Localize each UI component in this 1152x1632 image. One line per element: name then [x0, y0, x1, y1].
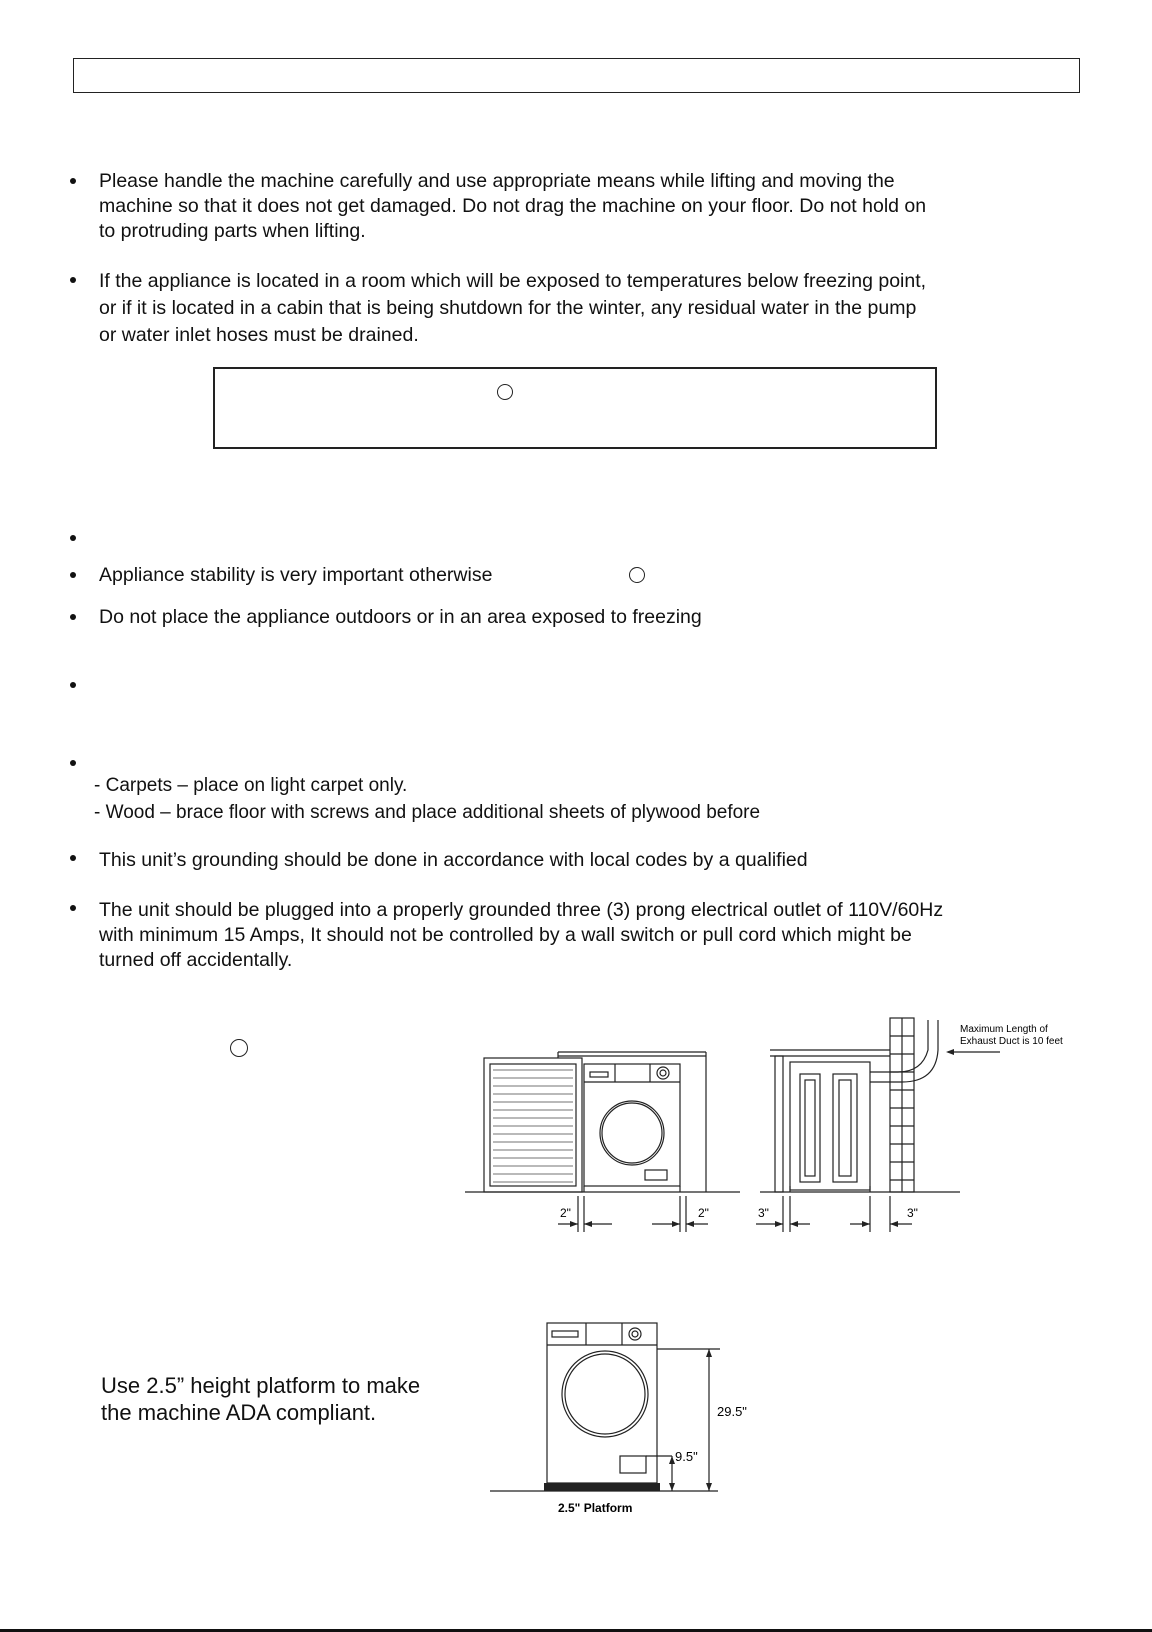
clearance-label: 3" — [758, 1206, 769, 1220]
text-line: to protruding parts when lifting. — [99, 220, 366, 242]
circle-symbol — [497, 384, 513, 400]
clearance-label: 2" — [560, 1206, 571, 1220]
text-line: machine so that it does not get damaged. Do not drag the machine on your floor. Do not hold on — [99, 195, 927, 217]
ada-platform-figure — [480, 1315, 780, 1525]
duct-note-line: Maximum Length of — [960, 1024, 1048, 1035]
height-lower-label: 9.5" — [675, 1449, 698, 1464]
bullet — [70, 178, 76, 184]
text-line: the machine ADA compliant. — [101, 1400, 377, 1425]
bullet — [70, 855, 76, 861]
clearance-label: 2" — [698, 1206, 709, 1220]
notice-box — [213, 367, 937, 449]
text-line: Please handle the machine carefully and use appropriate means while lifting and moving the — [99, 170, 895, 192]
outdoors-text: Do not place the appliance outdoors or in an area exposed to freezing — [99, 606, 702, 628]
carpets-text: - Carpets – place on light carpet only. — [94, 775, 408, 796]
outlet-paragraph — [99, 898, 1059, 973]
bullet — [70, 572, 76, 578]
duct-note-line: Exhaust Duct is 10 feet — [960, 1036, 1063, 1047]
text-line: with minimum 15 Amps, It should not be controlled by a wall switch or pull cord which might be — [99, 924, 912, 946]
bullet — [70, 682, 76, 688]
stability-text: Appliance stability is very important otherwise — [99, 564, 493, 586]
circle-symbol — [629, 567, 645, 583]
text-line: or if it is located in a cabin that is being shutdown for the winter, any residual water in the pump — [99, 297, 917, 319]
bullet — [70, 614, 76, 620]
wood-text: - Wood – brace floor with screws and place additional sheets of plywood before — [94, 802, 761, 823]
clearance-label: 3" — [907, 1206, 918, 1220]
bullet — [70, 905, 76, 911]
platform — [544, 1483, 660, 1491]
ada-caption — [101, 1372, 420, 1426]
text-line: turned off accidentally. — [99, 949, 293, 971]
freezing-paragraph — [99, 268, 1059, 349]
handling-paragraph — [99, 169, 1059, 244]
height-total-label: 29.5" — [717, 1404, 747, 1419]
text-line: Use 2.5” height platform to make — [101, 1373, 421, 1398]
text-line: or water inlet hoses must be drained. — [99, 324, 419, 346]
platform-label: 2.5" Platform — [558, 1501, 633, 1515]
bullet — [70, 277, 76, 283]
section-header-box — [73, 58, 1080, 93]
text-line: The unit should be plugged into a properly grounded three (3) prong electrical outlet of 110V/60Hz — [99, 899, 944, 921]
bullet — [70, 535, 76, 541]
bullet — [70, 760, 76, 766]
circle-symbol — [230, 1039, 248, 1057]
text-line: If the appliance is located in a room which will be exposed to temperatures below freezing point, — [99, 270, 927, 292]
installation-clearance-figure — [460, 1010, 1090, 1240]
grounding-text: This unit’s grounding should be done in accordance with local codes by a qualified — [99, 849, 808, 871]
